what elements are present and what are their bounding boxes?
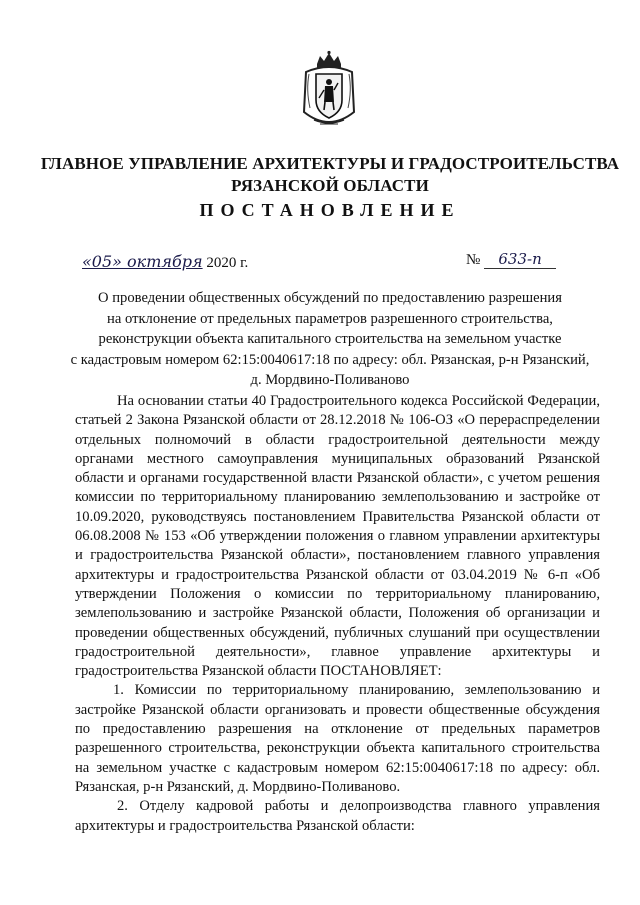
document-subject — [60, 288, 600, 391]
subject-line: с кадастровым номером 62:15:0040617:18 по адресу: обл. Рязанская, р-н Рязанский, — [70, 351, 590, 368]
document-type-title: ПОСТАНОВЛЕНИЕ — [199, 200, 461, 220]
document-date — [82, 252, 248, 272]
organization-name-line2: РЯЗАНСКОЙ ОБЛАСТИ — [231, 176, 429, 195]
subject-line: на отклонение от предельных параметров разрешенного строительства, — [107, 310, 553, 327]
coat-of-arms-icon — [300, 50, 358, 130]
date-year: 2020 г. — [206, 255, 249, 271]
item-1-paragraph: 1. Комиссии по территориальному планированию, землепользованию и застройке Рязанской области организовать и провести общественные обсуждения по предоставлению разрешения на отклонение от предельных параметров разрешенного строительства, реконструкции объекта капитального строительства на земельном участке с кадастровым номером 62:15:0040617:18 по адресу: обл. Рязанская, р-н Рязанский, д. Мордвино-Поливаново. — [75, 682, 600, 795]
item-2-paragraph: 2. Отделу кадровой работы и делопроизводства главного управления архитектуры и градостроительства Рязанской области: — [75, 798, 600, 834]
subject-line: реконструкции объекта капитального строительства на земельном участке — [98, 331, 562, 347]
document-number — [466, 250, 556, 269]
number-handwritten: 633-п — [484, 250, 556, 269]
date-handwritten: «05» октября — [82, 252, 203, 271]
organization-name-line1: ГЛАВНОЕ УПРАВЛЕНИЕ АРХИТЕКТУРЫ И ГРАДОСТРОИТЕЛЬСТВА — [40, 154, 620, 173]
document-body — [75, 392, 600, 836]
preamble-paragraph: На основании статьи 40 Градостроительного кодекса Российской Федерации, статьей 2 Закона Рязанской области от 28.12.2018 № 106-ОЗ «О перераспределении отдельных полномочий в области градостроительной деятельности между органами местного самоуправления муниципальных образований Рязанской области и органами государственной власти Рязанской области», с учетом решения комиссии по территориальному планированию землепользованию и застройке от 10.09.2020, руководствуясь постановлением Правительства Рязанской области от 06.08.2008 № 153 «Об утверждении положения о главном управлении архитектуры и градостроительства Рязанской области», постановлением главного управления архитектуры и градостроительства Рязанской области от 03.04.2019 № 6-п «Об утверждении Положения о комиссии по территориальному планированию, землепользованию и застройке Рязанской области, Положения об организации и проведении общественных обсуждений, публичных слушаний при осуществлении градостроительной деятельности», главное управление архитектуры и градостроительства Рязанской области ПОСТАНОВЛЯЕТ: — [75, 393, 600, 680]
number-label: № — [466, 252, 481, 268]
subject-line: д. Мордвино-Поливаново — [250, 372, 410, 388]
subject-line: О проведении общественных обсуждений по предоставлению разрешения — [98, 290, 562, 306]
